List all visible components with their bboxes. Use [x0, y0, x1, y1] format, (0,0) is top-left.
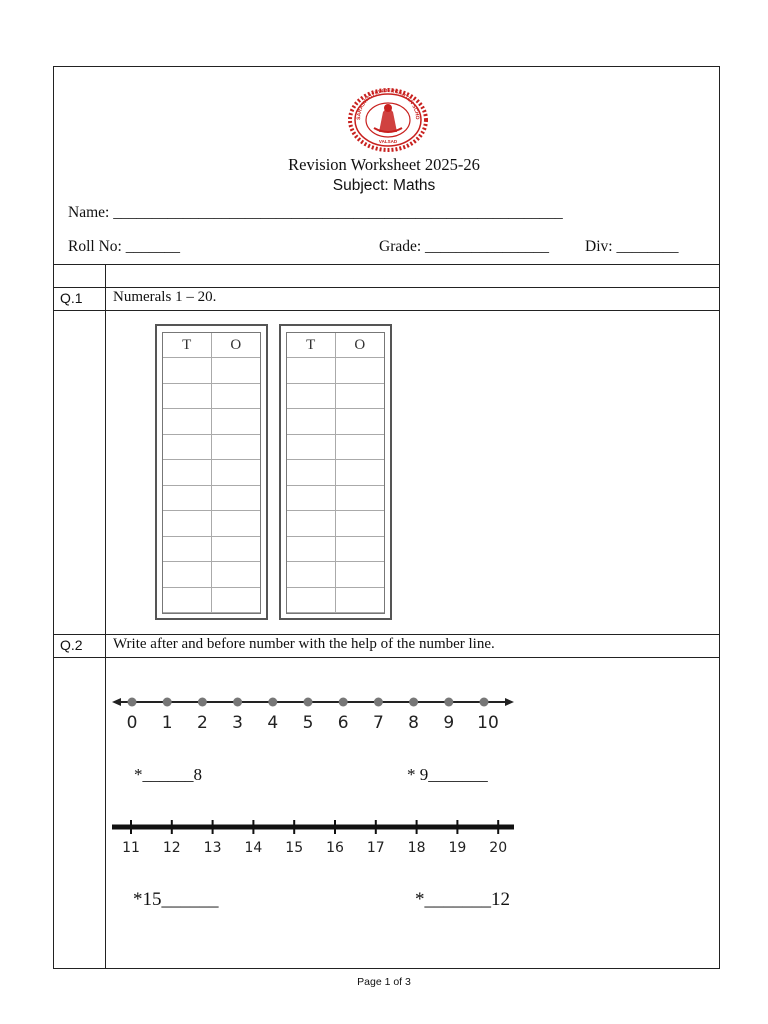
number-line-label: 13 — [203, 840, 222, 856]
number-line-label: 19 — [448, 840, 467, 856]
row-divider — [53, 634, 720, 635]
answer-cell[interactable] — [212, 537, 261, 562]
number-line-label: 12 — [162, 840, 181, 856]
number-line-label: 3 — [232, 713, 244, 733]
arrow-right-icon — [505, 698, 514, 706]
answer-cell[interactable] — [287, 562, 336, 587]
number-line-label: 17 — [366, 840, 385, 856]
row-divider — [53, 310, 720, 311]
number-line-label: 11 — [122, 840, 140, 856]
answer-cell[interactable] — [336, 486, 385, 511]
question-number: Q.2 — [60, 637, 83, 653]
row-divider — [53, 657, 720, 658]
roll-label: Roll No: — [68, 238, 126, 255]
answer-cell[interactable] — [336, 435, 385, 460]
before-number-exercise[interactable]: *_______12 — [415, 889, 510, 910]
number-line-11-20 — [110, 816, 518, 858]
column-divider — [105, 264, 106, 969]
number-line-point — [339, 698, 348, 707]
answer-cell[interactable] — [287, 537, 336, 562]
answer-cell[interactable] — [336, 537, 385, 562]
answer-cell[interactable] — [287, 511, 336, 536]
answer-cell[interactable] — [287, 588, 336, 613]
number-line-label: 8 — [408, 713, 420, 733]
page-number: Page 1 of 3 — [357, 976, 411, 988]
school-logo — [346, 88, 430, 152]
after-number-exercise[interactable]: *15______ — [133, 889, 219, 910]
answer-cell[interactable] — [336, 358, 385, 383]
after-number-exercise[interactable]: * 9_______ — [407, 765, 488, 784]
answer-cell[interactable] — [212, 511, 261, 536]
question-text: Numerals 1 – 20. — [113, 289, 217, 305]
number-line-label: 20 — [489, 840, 508, 856]
number-line-label: 5 — [302, 713, 314, 733]
answer-cell[interactable] — [212, 486, 261, 511]
answer-cell[interactable] — [212, 460, 261, 485]
answer-cell[interactable] — [163, 384, 212, 409]
grade-blank[interactable]: ________________ — [425, 238, 550, 255]
answer-cell[interactable] — [287, 358, 336, 383]
answer-cell[interactable] — [287, 460, 336, 485]
answer-cell[interactable] — [163, 435, 212, 460]
div-field — [585, 238, 678, 256]
ones-header: O — [212, 333, 261, 358]
answer-cell[interactable] — [336, 409, 385, 434]
answer-cell[interactable] — [163, 588, 212, 613]
answer-cell[interactable] — [212, 358, 261, 383]
answer-cell[interactable] — [287, 409, 336, 434]
tens-header: T — [163, 333, 212, 358]
tens-ones-table — [279, 324, 392, 620]
roll-field — [68, 238, 180, 256]
answer-cell[interactable] — [212, 588, 261, 613]
row-divider — [53, 287, 720, 288]
answer-cell[interactable] — [336, 562, 385, 587]
number-line-0-10 — [112, 690, 518, 736]
number-line-point — [128, 698, 137, 707]
ones-header: O — [336, 333, 385, 358]
before-number-exercise[interactable]: *______8 — [134, 765, 202, 784]
answer-cell[interactable] — [287, 384, 336, 409]
name-label: Name: — [68, 204, 114, 221]
number-line-label: 10 — [477, 713, 499, 733]
answer-cell[interactable] — [336, 588, 385, 613]
number-line-label: 16 — [326, 840, 344, 856]
number-line-label: 0 — [126, 713, 138, 733]
number-line-point — [233, 698, 242, 707]
grade-label: Grade: — [379, 238, 426, 255]
answer-cell[interactable] — [336, 460, 385, 485]
tens-ones-table — [155, 324, 268, 620]
answer-cell[interactable] — [287, 486, 336, 511]
div-blank[interactable]: ________ — [616, 238, 679, 255]
answer-cell[interactable] — [212, 384, 261, 409]
logo-text: SARASWATI KINDERGARTEN SCHO — [355, 88, 421, 121]
number-line-label: 18 — [407, 840, 426, 856]
answer-cell[interactable] — [212, 435, 261, 460]
answer-cell[interactable] — [212, 562, 261, 587]
worksheet-subject: Subject: Maths — [332, 177, 436, 194]
answer-cell[interactable] — [163, 409, 212, 434]
number-line-label: 15 — [285, 840, 304, 856]
answer-cell[interactable] — [163, 486, 212, 511]
number-line-point — [374, 698, 383, 707]
answer-cell[interactable] — [287, 435, 336, 460]
table-top-border — [53, 264, 720, 265]
number-line-label: 14 — [244, 840, 263, 856]
number-line-label: 2 — [196, 713, 208, 733]
answer-cell[interactable] — [163, 358, 212, 383]
number-line-label: 7 — [372, 713, 384, 733]
number-line-label: 1 — [161, 713, 173, 733]
question-number: Q.1 — [60, 290, 83, 306]
number-line-point — [480, 698, 489, 707]
logo-bottom-text: VALSAD — [378, 139, 398, 144]
number-line-point — [163, 698, 172, 707]
number-line-label: 9 — [443, 713, 455, 733]
roll-blank[interactable]: _______ — [125, 238, 180, 255]
arrow-left-icon — [112, 698, 121, 706]
answer-cell[interactable] — [336, 511, 385, 536]
name-blank[interactable]: __________________________________________________________ — [113, 204, 563, 221]
number-line-point — [409, 698, 418, 707]
answer-cell[interactable] — [336, 384, 385, 409]
question-text: Write after and before number with the help of the number line. — [113, 636, 495, 652]
number-line-point — [198, 698, 207, 707]
answer-cell[interactable] — [163, 511, 212, 536]
div-label: Div: — [585, 238, 617, 255]
number-line-point — [444, 698, 453, 707]
name-field — [68, 204, 563, 222]
number-line-label: 6 — [337, 713, 349, 733]
grade-field — [379, 238, 549, 256]
tens-header: T — [287, 333, 336, 358]
answer-cell[interactable] — [163, 537, 212, 562]
answer-cell[interactable] — [163, 562, 212, 587]
number-line-label: 4 — [267, 713, 279, 733]
answer-cell[interactable] — [163, 460, 212, 485]
number-line-point — [268, 698, 277, 707]
answer-cell[interactable] — [212, 409, 261, 434]
number-line-point — [304, 698, 313, 707]
worksheet-title: Revision Worksheet 2025-26 — [288, 155, 480, 174]
